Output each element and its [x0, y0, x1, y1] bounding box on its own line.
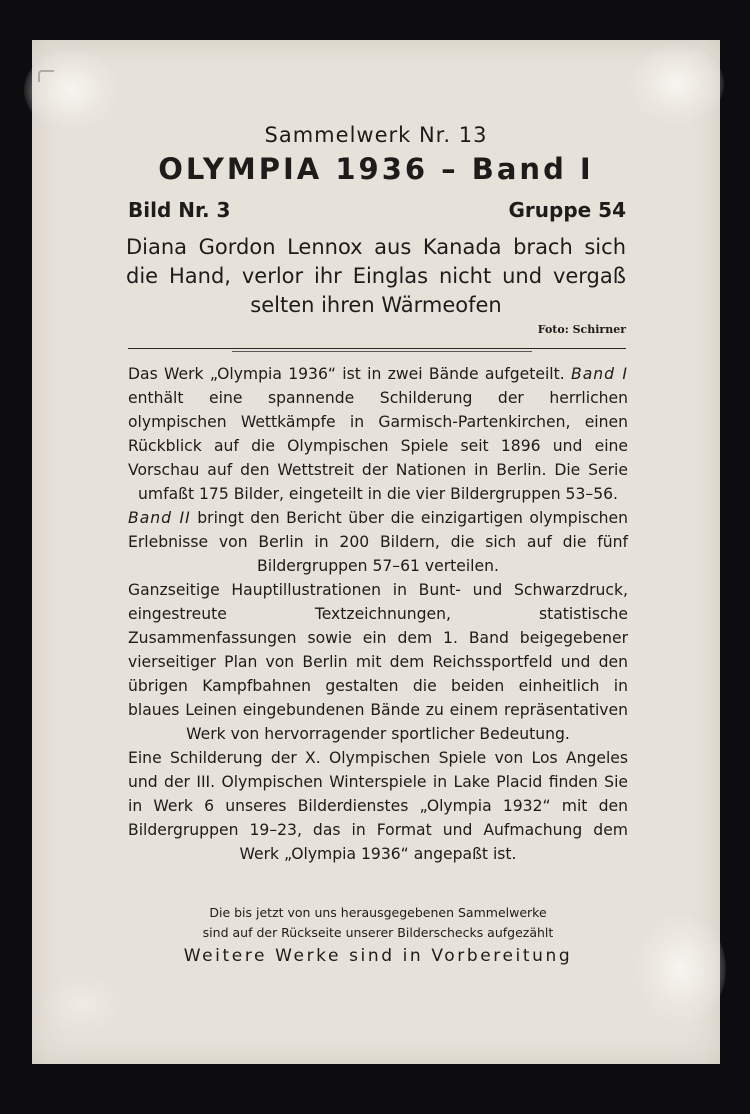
divider — [128, 348, 626, 349]
description-text — [128, 362, 628, 866]
paragraph-volume-2 — [128, 506, 628, 578]
volume-1-label: Band I — [571, 365, 628, 383]
collector-card-back — [32, 40, 720, 1064]
notice — [128, 903, 628, 943]
paper-residue — [629, 44, 724, 124]
picture-number: Bild Nr. 3 — [128, 198, 231, 222]
divider — [232, 351, 532, 352]
footer-text: Weitere Werke sind in Vorbereitung — [183, 946, 573, 966]
paragraph-1932: Eine Schilderung der X. Olympischen Spiele von Los Angeles und der III. Olympischen Winterspiele in Lake Placid finden Sie in Werk 6 unseres Bilderdienstes „Olympia 1932“ mit den Bildergruppen 19–23, das in Format und Aufmachung dem Werk „Olympia 1936“ angepaßt ist. — [128, 749, 628, 863]
paper-residue — [636, 914, 726, 1024]
group-number: Gruppe 54 — [508, 198, 626, 222]
paragraph-features: Ganzseitige Hauptillustrationen in Bunt- und Schwarzdruck, eingestreute Textzeichnungen, statistische Zusammenfassungen sowie ein dem 1. Band beigegebener vierseitiger Plan von Berlin mit dem Reichssportfeld und den übrigen Kampfbahnen gestalten die beiden einheitlich in blaues Leinen eingebundenen Bände zu einem repräsentativen Werk von hervorragender sportlicher Bedeutung. — [128, 581, 628, 743]
photo-credit: Foto: Schirner — [537, 323, 626, 336]
series-title: Sammelwerk Nr. 13 — [264, 123, 488, 147]
notice-line: Die bis jetzt von uns herausgegebenen Sammelwerke — [209, 905, 547, 920]
paragraph-volume-1 — [128, 362, 628, 506]
volume-1-text: enthält eine spannende Schilderung der herrlichen olympischen Wettkämpfe in Garmisch-Partenkirchen, einen Rückblick auf die Olympischen Spiele seit 1896 und eine Vorschau auf den Wettstreit der Nationen in Berlin. Die Serie umfaßt 175 Bilder, eingeteilt in die vier Bildergruppen 53–56. — [128, 389, 628, 503]
volume-2-label: Band II — [128, 509, 191, 527]
corner-mark — [38, 70, 54, 82]
picture-caption: Diana Gordon Lennox aus Kanada brach sich die Hand, verlor ihr Einglas nicht und vergaß selten ihren Wärmeofen — [126, 235, 626, 317]
notice-line: sind auf der Rückseite unserer Bilderschecks aufgezählt — [202, 925, 554, 940]
volume-2-text: bringt den Bericht über die einzigartigen olympischen Erlebnisse von Berlin in 200 Bildern, die sich auf die fünf Bildergruppen 57–61 verteilen. — [128, 509, 629, 575]
paper-residue — [42, 974, 122, 1034]
intro-text: Das Werk „Olympia 1936“ ist in zwei Bände aufgeteilt. — [128, 365, 565, 383]
card-title: OLYMPIA 1936 – Band I — [158, 152, 594, 186]
paper-residue — [24, 50, 119, 130]
